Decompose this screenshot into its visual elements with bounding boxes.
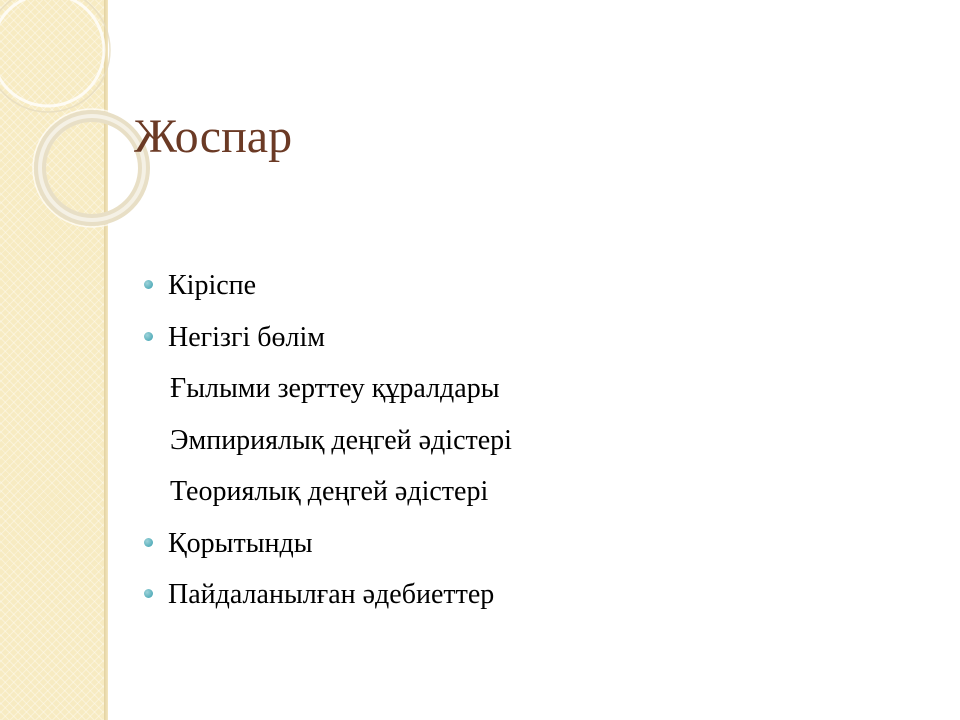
list-item <box>142 522 922 574</box>
list-item <box>142 264 922 316</box>
list-item-text: Негізгі бөлім <box>168 321 325 353</box>
list-item-text: Қорытынды <box>168 527 313 559</box>
slide-title: Жоспар <box>134 110 293 163</box>
bullet-dot-icon <box>144 538 153 547</box>
list-item <box>142 573 922 625</box>
bullet-dot-icon <box>144 280 153 289</box>
list-item <box>142 316 922 368</box>
bullet-dot-icon <box>144 589 153 598</box>
agenda-list <box>142 264 922 625</box>
list-item-text: Пайдаланылған әдебиеттер <box>168 579 495 610</box>
list-item-text: Теориялық деңгей әдістері <box>170 476 489 507</box>
list-subitem <box>142 367 922 419</box>
list-item-text: Кіріспе <box>168 270 257 301</box>
list-item-text: Ғылыми зерттеу құралдары <box>170 373 500 404</box>
list-subitem <box>142 419 922 471</box>
list-item-text: Эмпириялық деңгей әдістері <box>170 424 512 456</box>
bullet-dot-icon <box>144 332 153 341</box>
list-subitem <box>142 470 922 522</box>
